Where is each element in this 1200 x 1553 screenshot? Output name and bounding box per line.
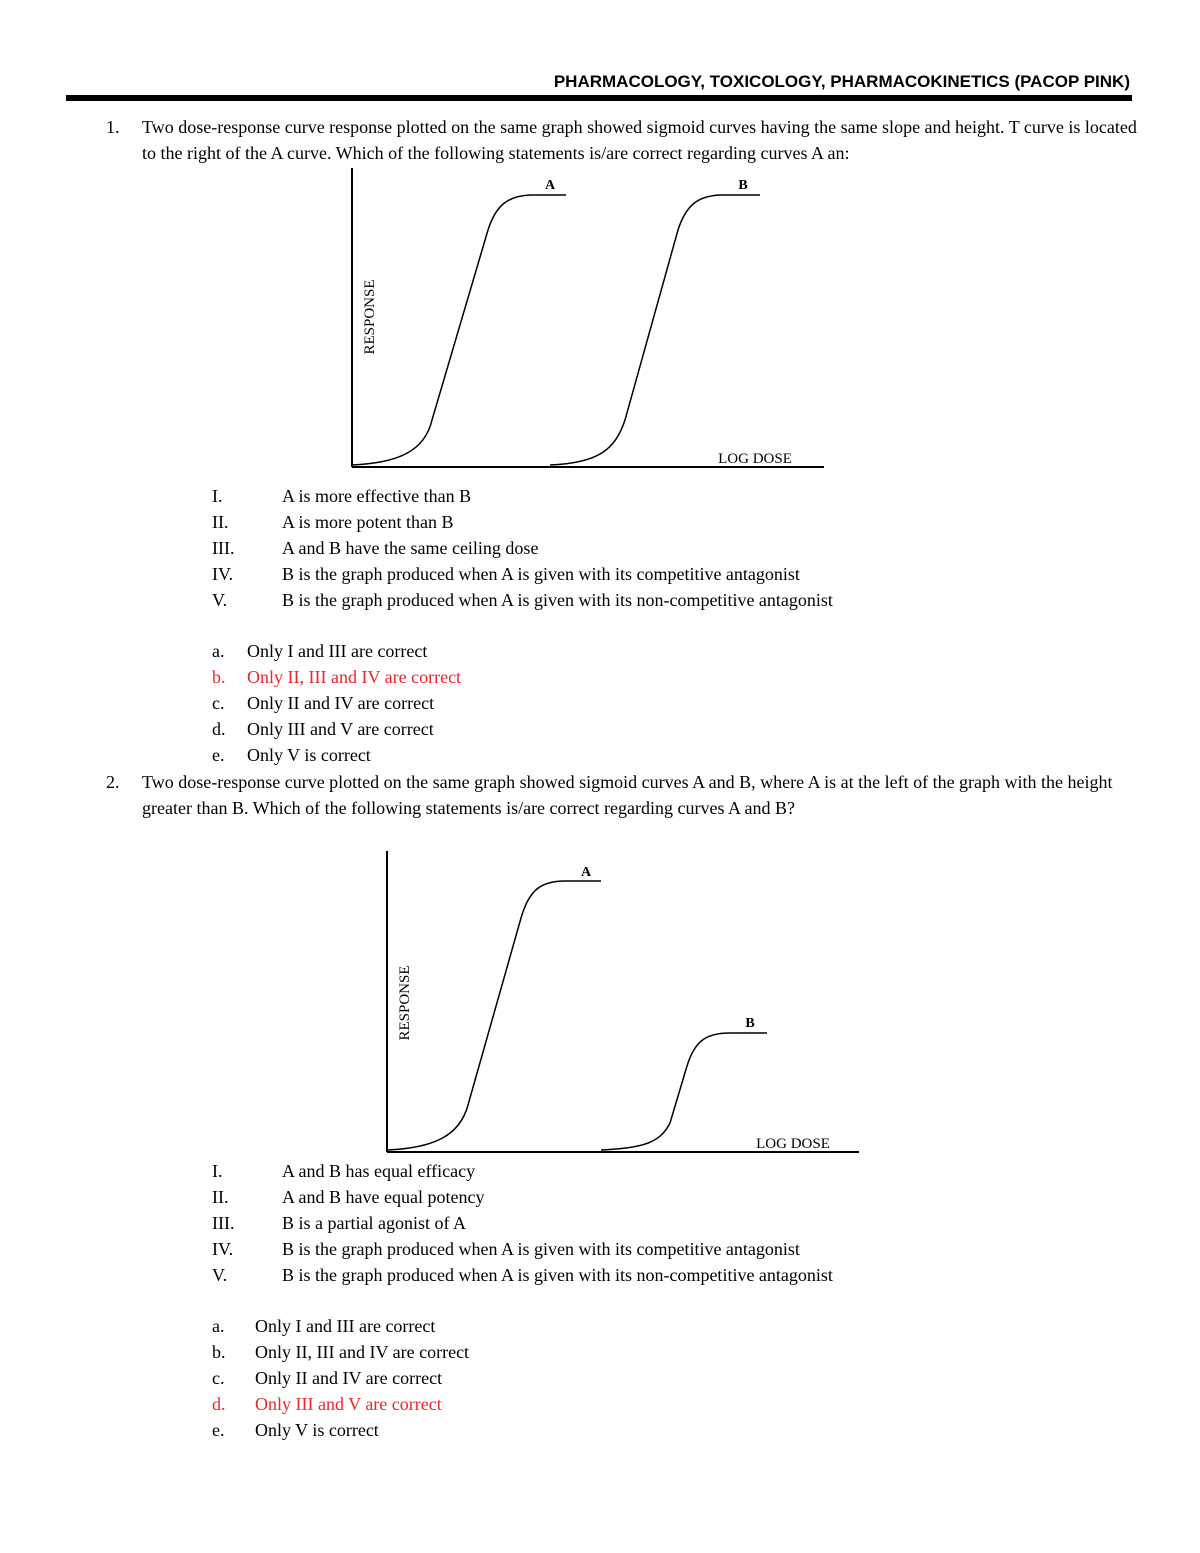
x-axis-label: LOG DOSE — [756, 1136, 830, 1152]
statement-text: A is more effective than B — [282, 486, 472, 506]
statement-roman: II. — [212, 512, 229, 532]
statement-text: A and B have the same ceiling dose — [282, 538, 539, 558]
option-letter: d. — [212, 719, 226, 739]
statement-roman: IV. — [212, 564, 234, 584]
option-letter: d. — [212, 1394, 226, 1414]
statement-text: B is the graph produced when A is given with its competitive antagonist — [282, 564, 800, 584]
question-text: Two dose-response curve plotted on the same graph showed sigmoid curves A and B, where A is at the left of the graph with the height greater than B. Which of the following statements is/are correct regarding curves A and B? — [142, 772, 1113, 818]
curve-b-label: B — [738, 178, 748, 193]
option-text: Only I and III are correct — [255, 1316, 436, 1336]
statement-roman: V. — [212, 590, 228, 610]
statement-roman: V. — [212, 1265, 228, 1285]
dose-response-chart-1 — [340, 165, 840, 475]
option-letter: c. — [212, 1368, 225, 1388]
statement-roman: II. — [212, 1187, 229, 1207]
option-text: Only V is correct — [255, 1420, 379, 1440]
statement-text: B is a partial agonist of A — [282, 1213, 466, 1233]
statement-text: A and B has equal efficacy — [282, 1161, 476, 1181]
y-axis-label: RESPONSE — [362, 279, 378, 355]
option-text: Only III and V are correct — [255, 1394, 442, 1414]
curve-a — [387, 881, 601, 1150]
option-text: Only II, III and IV are correct — [247, 667, 462, 687]
option-text: Only II and IV are correct — [255, 1368, 443, 1388]
statement-roman: III. — [212, 1213, 235, 1233]
option-letter: c. — [212, 693, 225, 713]
option-text: Only V is correct — [247, 745, 371, 765]
option-text: Only II, III and IV are correct — [255, 1342, 470, 1362]
statement-text: A is more potent than B — [282, 512, 454, 532]
question-2 — [106, 769, 1146, 821]
option-letter: a. — [212, 1316, 225, 1336]
question-number: 1. — [106, 117, 120, 137]
statement-text: B is the graph produced when A is given with its competitive antagonist — [282, 1239, 800, 1259]
question-1 — [106, 114, 1146, 166]
option-letter: e. — [212, 1420, 225, 1440]
statement-roman: III. — [212, 538, 235, 558]
curve-b — [550, 195, 760, 465]
x-axis-label: LOG DOSE — [718, 451, 792, 467]
option-letter: b. — [212, 1342, 226, 1362]
curve-a-label: A — [544, 178, 556, 193]
option-text: Only II and IV are correct — [247, 693, 435, 713]
question-number: 2. — [106, 772, 120, 792]
statement-roman: I. — [212, 1161, 223, 1181]
statement-text: A and B have equal potency — [282, 1187, 485, 1207]
header-rule — [66, 95, 1132, 101]
statement-roman: IV. — [212, 1239, 234, 1259]
option-letter: a. — [212, 641, 225, 661]
option-text: Only I and III are correct — [247, 641, 428, 661]
statement-text: B is the graph produced when A is given with its non-competitive antagonist — [282, 590, 833, 610]
page-header: PHARMACOLOGY, TOXICOLOGY, PHARMACOKINETICS (PACOP PINK) — [553, 72, 1130, 91]
curve-b-label: B — [745, 1016, 755, 1031]
statement-roman: I. — [212, 486, 223, 506]
option-letter: b. — [212, 667, 226, 687]
dose-response-chart-2 — [375, 848, 875, 1158]
question-text: Two dose-response curve response plotted on the same graph showed sigmoid curves having the same slope and height. T curve is located to the right of the A curve. Which of the following statements is/are correct regarding curves A an: — [142, 117, 1137, 163]
statement-text: B is the graph produced when A is given with its non-competitive antagonist — [282, 1265, 833, 1285]
option-letter: e. — [212, 745, 225, 765]
y-axis-label: RESPONSE — [397, 965, 413, 1041]
curve-a — [352, 195, 566, 465]
option-text: Only III and V are correct — [247, 719, 434, 739]
curve-b — [601, 1033, 767, 1150]
curve-a-label: A — [580, 865, 592, 880]
